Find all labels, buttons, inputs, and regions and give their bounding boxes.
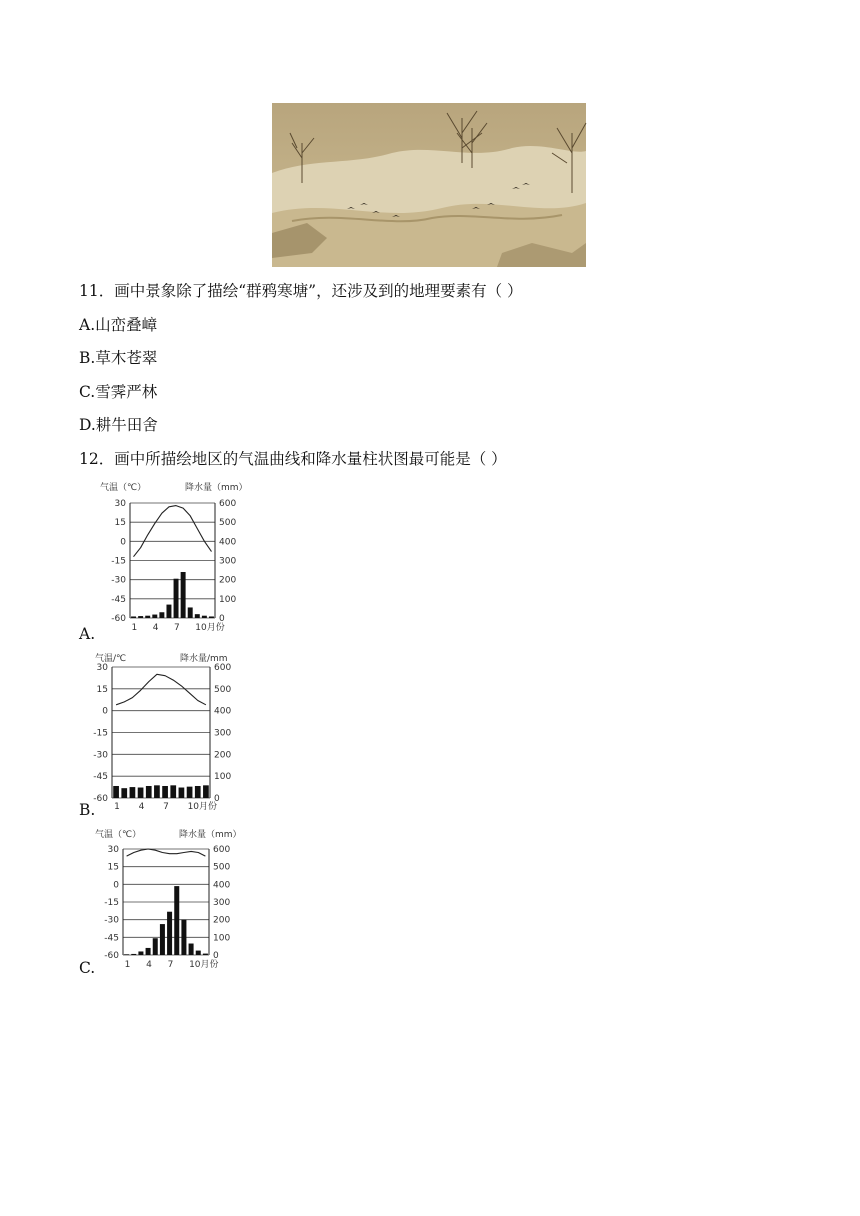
precipitation-bar — [170, 785, 176, 798]
temperature-tick-label: 30 — [96, 663, 108, 673]
temperature-tick-label: -60 — [93, 794, 108, 804]
precipitation-bar — [131, 954, 136, 955]
precipitation-tick-label: 400 — [214, 706, 232, 717]
precipitation-bar — [174, 886, 179, 955]
temperature-tick-label: 30 — [107, 845, 119, 855]
q11-option-c[interactable]: C.雪霁严林 — [79, 383, 158, 401]
month-tick-label: 7 — [163, 802, 169, 812]
precipitation-bar — [179, 788, 185, 798]
month-tick-label: 1 — [124, 960, 131, 970]
question-12-stem: 12．画中所描绘地区的气温曲线和降水量柱状图最可能是（ ） — [79, 450, 507, 468]
precipitation-tick-label: 0 — [219, 614, 225, 624]
temperature-curve — [127, 849, 206, 856]
precipitation-bar — [153, 938, 158, 955]
temperature-tick-label: 15 — [96, 684, 108, 695]
temperature-tick-label: -30 — [104, 915, 119, 926]
precipitation-axis-label: 降水量（mm） — [185, 483, 248, 493]
precipitation-tick-label: 300 — [214, 728, 232, 739]
q12-option-c-letter[interactable]: C. — [79, 959, 96, 977]
precipitation-bar — [203, 954, 208, 955]
q11-option-b[interactable]: B.草木苍翠 — [79, 349, 158, 367]
snow-landscape-painting — [272, 103, 586, 267]
precipitation-tick-label: 300 — [219, 556, 237, 567]
precipitation-bar — [154, 785, 160, 798]
temperature-tick-label: -15 — [111, 556, 126, 567]
precipitation-tick-label: 0 — [214, 794, 220, 804]
temperature-curve — [134, 506, 212, 557]
month-tick-label: 7 — [174, 623, 180, 633]
temperature-tick-label: 15 — [107, 862, 119, 873]
precipitation-bar — [113, 786, 119, 798]
precipitation-tick-label: 600 — [219, 499, 237, 509]
temperature-tick-label: -45 — [93, 772, 108, 783]
precipitation-axis-label: 降水量（mm） — [179, 830, 242, 840]
precipitation-tick-label: 500 — [219, 518, 237, 529]
question-11-stem: 11．画中景象除了描绘“群鸦寒塘”，还涉及到的地理要素有（ ） — [79, 282, 523, 300]
precipitation-tick-label: 0 — [213, 951, 219, 961]
precipitation-tick-label: 600 — [214, 663, 232, 673]
temperature-tick-label: -60 — [104, 951, 119, 961]
temperature-tick-label: -15 — [104, 898, 119, 908]
precipitation-tick-label: 200 — [214, 750, 232, 761]
precipitation-bar — [138, 788, 144, 798]
precipitation-bar — [159, 612, 164, 618]
precipitation-bar — [138, 951, 143, 955]
precipitation-axis-label: 降水量/mm — [180, 654, 228, 664]
precipitation-bar — [146, 948, 151, 955]
precipitation-bar — [121, 788, 127, 798]
month-tick-label: 1 — [114, 802, 120, 812]
temperature-tick-label: 0 — [120, 537, 126, 548]
q12-option-b-letter[interactable]: B. — [79, 801, 96, 819]
temperature-tick-label: 15 — [114, 518, 126, 529]
precipitation-bar — [138, 616, 143, 618]
precipitation-bar — [160, 924, 165, 955]
month-tick-label: 7 — [167, 960, 174, 970]
precipitation-tick-label: 100 — [214, 772, 232, 783]
temperature-tick-label: -45 — [111, 594, 126, 605]
precipitation-bar — [181, 572, 186, 618]
temperature-tick-label: 30 — [114, 499, 126, 509]
precipitation-bar — [189, 944, 194, 955]
precipitation-bar — [130, 787, 136, 798]
precipitation-bar — [166, 605, 171, 618]
precipitation-bar — [203, 785, 209, 798]
precipitation-bar — [195, 786, 201, 798]
q11-option-a[interactable]: A.山峦叠嶂 — [79, 316, 158, 334]
precipitation-tick-label: 100 — [219, 594, 237, 605]
precipitation-bar — [146, 786, 152, 798]
temperature-axis-label: 气温（℃） — [100, 483, 147, 493]
precipitation-tick-label: 300 — [213, 898, 231, 908]
month-tick-label: 4 — [146, 960, 152, 970]
precipitation-tick-label: 200 — [213, 915, 231, 926]
month-tick-label: 1 — [131, 623, 138, 633]
q11-option-d[interactable]: D.耕牛田舍 — [79, 416, 158, 434]
precipitation-bar — [188, 607, 193, 618]
month-tick-label: 10月份 — [187, 802, 218, 812]
temperature-axis-label: 气温（℃） — [95, 830, 142, 840]
temperature-axis-label: 气温/℃ — [95, 654, 127, 664]
precipitation-bar — [167, 912, 172, 955]
painting-image — [272, 103, 586, 267]
precipitation-bar — [145, 616, 150, 618]
precipitation-bar — [131, 616, 136, 618]
temperature-curve — [116, 674, 206, 705]
month-tick-label: 4 — [152, 623, 159, 633]
q12-option-a-letter[interactable]: A. — [79, 625, 96, 643]
precipitation-bar — [174, 579, 179, 618]
climate-chart-b-svg — [95, 652, 255, 814]
temperature-tick-label: 0 — [102, 706, 108, 717]
precipitation-bar — [124, 954, 129, 955]
precipitation-bar — [195, 614, 200, 618]
temperature-tick-label: -30 — [111, 575, 126, 586]
climate-chart-b[interactable] — [95, 652, 255, 818]
precipitation-bar — [196, 951, 201, 955]
precipitation-tick-label: 400 — [219, 537, 237, 548]
precipitation-bar — [209, 616, 214, 618]
precipitation-bar — [202, 616, 207, 618]
precipitation-tick-label: 500 — [214, 684, 232, 695]
climate-chart-a[interactable] — [95, 478, 255, 642]
temperature-tick-label: -30 — [93, 750, 108, 761]
month-tick-label: 10月份 — [189, 960, 219, 970]
temperature-tick-label: -45 — [104, 933, 119, 944]
precipitation-bar — [162, 786, 168, 798]
temperature-tick-label: -15 — [93, 728, 108, 739]
month-tick-label: 4 — [138, 802, 145, 812]
precipitation-tick-label: 600 — [213, 845, 231, 855]
precipitation-tick-label: 200 — [219, 575, 237, 586]
climate-chart-a-svg — [95, 478, 255, 638]
temperature-tick-label: 0 — [113, 880, 119, 891]
precipitation-bar — [187, 787, 193, 798]
precipitation-bar — [152, 615, 157, 618]
month-tick-label: 10月份 — [195, 623, 225, 633]
precipitation-tick-label: 500 — [213, 862, 231, 873]
climate-chart-c[interactable] — [95, 827, 255, 977]
temperature-tick-label: -60 — [111, 614, 126, 624]
climate-chart-c-svg — [95, 827, 255, 973]
precipitation-tick-label: 400 — [213, 880, 231, 891]
precipitation-bar — [181, 920, 186, 955]
precipitation-tick-label: 100 — [213, 933, 231, 944]
